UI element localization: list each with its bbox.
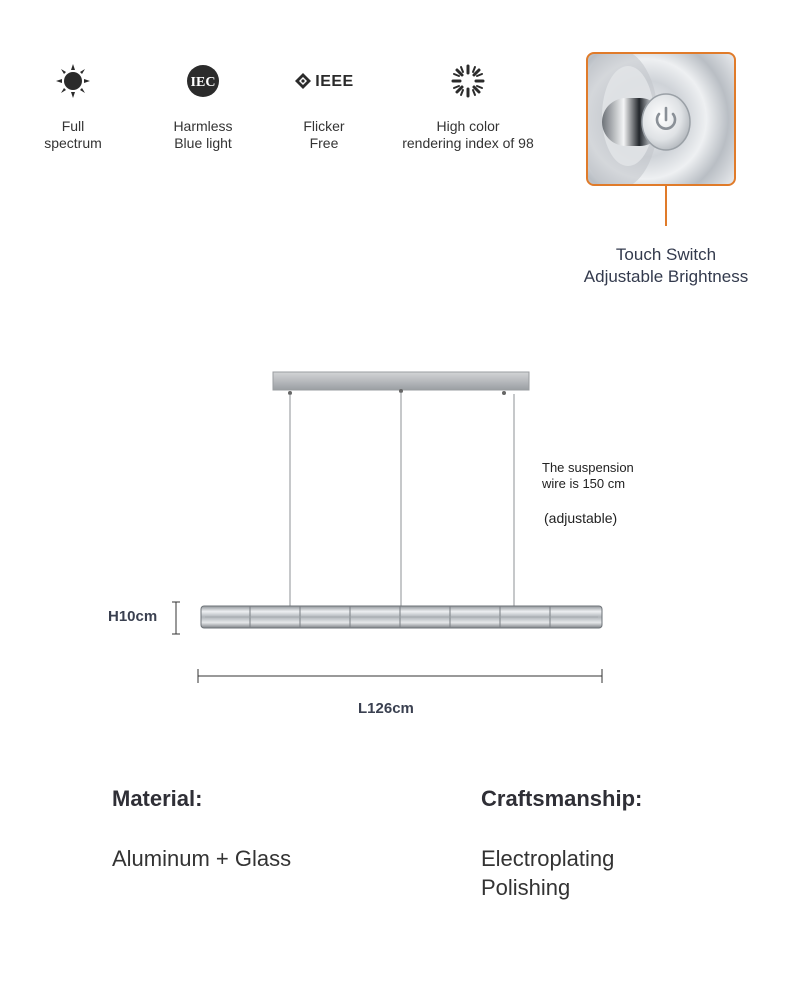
lamp-dimension-drawing	[0, 340, 790, 700]
feature-full-spectrum	[28, 62, 118, 152]
feature-blue-light	[158, 62, 248, 152]
ieee-logo-text: IEEE	[315, 72, 354, 90]
feature-label: Full spectrum	[44, 118, 102, 151]
material-value: Aluminum + Glass	[112, 846, 292, 871]
height-dimension-marker	[172, 602, 180, 634]
feature-label: High color rendering index of 98	[402, 118, 534, 151]
iec-icon	[158, 62, 248, 100]
feature-color-rendering	[393, 62, 543, 152]
touch-switch-photo	[586, 52, 736, 186]
length-label: L126cm	[358, 700, 414, 717]
touch-switch-illustration	[588, 54, 734, 184]
suspension-wire-note: The suspension wire is 150 cm	[542, 460, 634, 491]
material-title: Material:	[112, 786, 203, 811]
craftsmanship-title: Craftsmanship:	[481, 786, 643, 811]
suspension-wires	[290, 392, 514, 606]
radiant-icon	[393, 62, 543, 100]
touch-switch-caption: Touch Switch Adjustable Brightness	[583, 245, 749, 286]
adjustable-note: (adjustable)	[544, 510, 618, 526]
craftsmanship-value: Electroplating Polishing	[481, 846, 615, 900]
length-dimension-marker	[198, 669, 602, 683]
feature-label: Flicker Free	[303, 118, 345, 151]
sun-icon	[28, 62, 118, 100]
height-label: H10cm	[108, 608, 158, 625]
feature-label: Harmless Blue light	[173, 118, 233, 151]
lamp-tube	[201, 606, 602, 628]
iec-icon-text: IEC	[190, 75, 216, 90]
ceiling-canopy	[273, 372, 529, 390]
feature-flicker-free	[276, 62, 372, 152]
ieee-logo	[276, 62, 372, 100]
callout-line	[665, 184, 667, 226]
ieee-icon	[294, 72, 312, 90]
